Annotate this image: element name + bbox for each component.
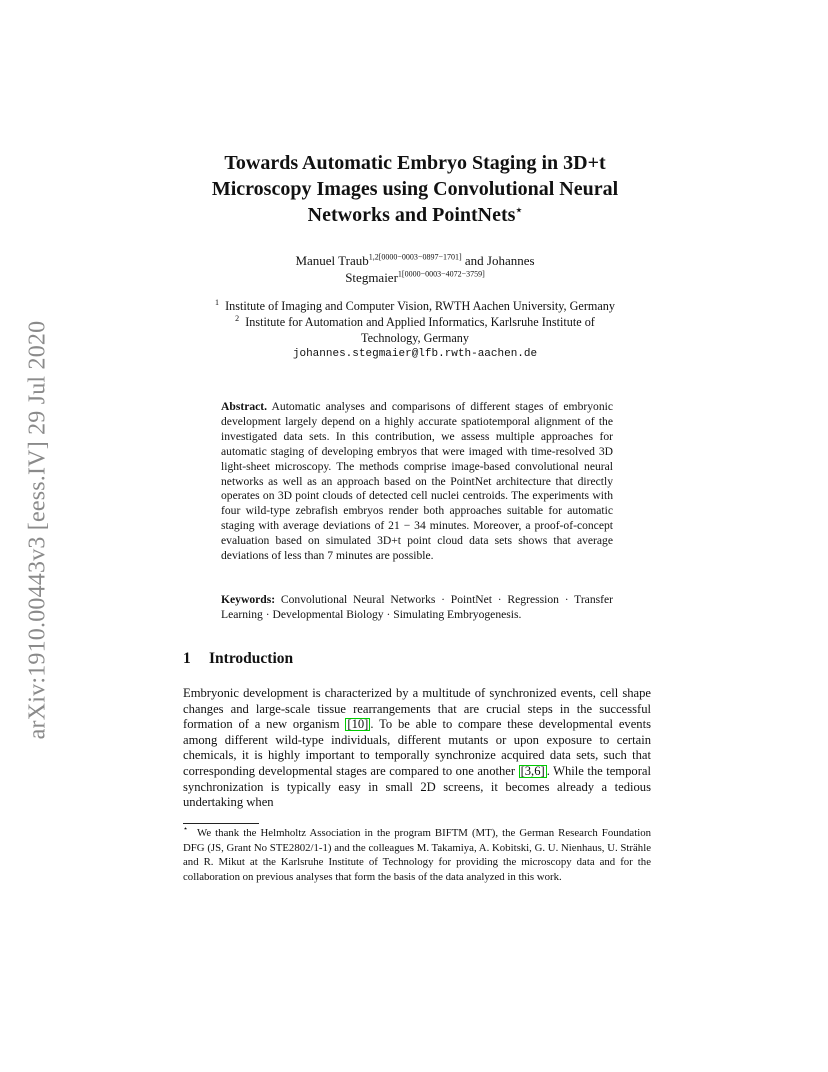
author-conjunction: and Johannes — [461, 253, 535, 268]
abstract-text: Automatic analyses and comparisons of different stages of embryonic development largely depend on a highly accurate spatiotemporal alignment of the investigated data sets. In this contribution, we assess multiple approaches for automatic staging of developing embryos that were imaged with time-resolved 3D light-sheet microscopy. The methods comprise image-based convolutional neural networks as well as an approach based on the PointNet architecture that directly operates on 3D point clouds of detected cell nuclei centroids. The experiments with four wild-type zebrafish embryos render both approaches suitable for automatic staging with average deviations of 21 − 34 minutes. Moreover, a proof-of-concept evaluation based on simulated 3D+t point cloud data sets shows that average deviations of less than 7 minutes are possible. — [221, 400, 613, 563]
keywords — [221, 593, 613, 623]
affiliation-text: Institute of Imaging and Computer Vision, RWTH Aachen University, Germany — [225, 299, 615, 313]
footnote-divider — [183, 823, 259, 824]
section-title: Introduction — [209, 650, 294, 667]
keywords-label: Keywords: — [221, 593, 276, 606]
intro-text: . To be able to compare these developmental events among different wild-type individuals, different mutants or upon exposure to certain chemicals, it is highly important to temporally synchronize acquired data sets, such that corresponding developmental stages are compared to one another — [183, 717, 651, 778]
title-line — [150, 202, 680, 228]
authors-block — [190, 252, 640, 286]
arxiv-side-stamp: arXiv:1910.00443v3 [eess.IV] 29 Jul 2020 — [24, 320, 51, 740]
abstract — [221, 400, 613, 564]
paper-title — [150, 150, 680, 228]
intro-text: . While the temporal synchronization is typically easy in small 2D screens, it becomes already a tedious undertaking when — [183, 763, 651, 810]
title-footnote-mark: ⋆ — [515, 204, 523, 217]
authors-line — [190, 269, 640, 286]
section-heading — [183, 650, 293, 668]
author-name: Stegmaier — [345, 270, 398, 285]
title-line-text: Networks and PointNets — [307, 204, 516, 226]
affiliation-line — [170, 314, 660, 330]
citation-link[interactable]: [3,6] — [520, 763, 545, 778]
keywords-text: Convolutional Neural Networks · PointNet · Regression · Transfer Learning · Developmental Biology · Simulating Embryogenesis. — [221, 593, 614, 621]
author-orcid: 1[0000−0003−4072−3759] — [397, 269, 485, 279]
authors-line — [190, 252, 640, 269]
author-email[interactable]: johannes.stegmaier@lfb.rwth-aachen.de — [292, 348, 538, 360]
intro-text: Embryonic development is characterized by a multitude of synchronized events, cell shape changes and large-scale tissue rearrangements that are crucial steps in the successful formation of a new organism — [183, 686, 651, 732]
affiliation-text: Institute for Automation and Applied Informatics, Karlsruhe Institute of — [245, 315, 595, 329]
footnote-text: We thank the Helmholtz Association in the program BIFTM (MT), the German Research Foundation DFG (JS, Grant No STE2802/1-1) and the colleagues M. Takamiya, A. Kobitski, G. U. Nienhaus, U. Strähle and R. Mikut at the Karlsruhe Institute of Technology for providing the microscopy data and for the collaboration on previous analyses that form the basis of the data analyzed in this work. — [183, 827, 651, 884]
section-number: 1 — [183, 650, 191, 667]
affiliation-number: 1 — [215, 297, 220, 307]
footnote: ⋆ We thank the Helmholtz Association in the program BIFTM (MT), the German Research Foundation DFG (JS, Grant No STE2802/1-1) and the colleagues M. Takamiya, A. Kobitski, G. U. Nienhaus, U. Strähle and R. Mikut at the Karlsruhe Institute of Technology for providing the microscopy data and for the collaboration on previous analyses that form the basis of the data analyzed in this work. — [183, 824, 651, 884]
author-orcid: 1,2[0000−0003−0897−1701] — [368, 252, 462, 262]
intro-paragraph — [183, 686, 651, 811]
affiliation-number: 2 — [235, 313, 240, 323]
title-line: Towards Automatic Embryo Staging in 3D+t — [224, 152, 606, 174]
title-line: Microscopy Images using Convolutional Neural — [211, 178, 619, 200]
abstract-label: Abstract. — [221, 400, 268, 413]
affiliation-line: Technology, Germany — [360, 331, 469, 345]
author-name: Manuel Traub — [295, 253, 369, 268]
affiliations-block — [170, 298, 660, 362]
citation-link[interactable]: [10] — [347, 717, 369, 732]
affiliation-line — [170, 298, 660, 314]
